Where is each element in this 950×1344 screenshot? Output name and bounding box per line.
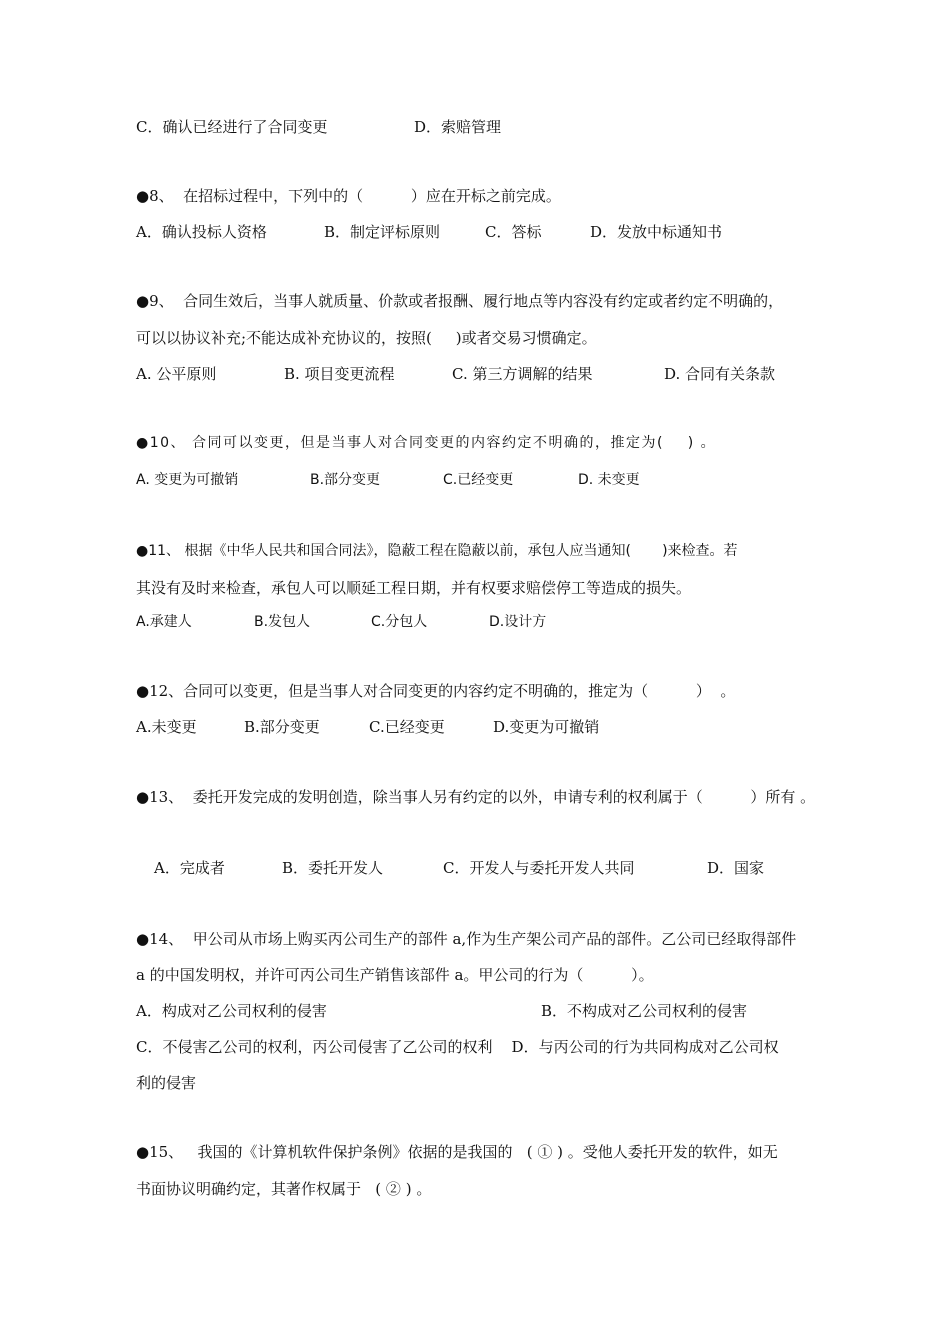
q8-option-a: A．确认投标人资格 bbox=[136, 223, 267, 241]
q12-stem: ●12、合同可以变更，但是当事人对合同变更的内容约定不明确的，推定为（ ） 。 bbox=[136, 682, 736, 700]
q13-option-d: D．国家 bbox=[707, 859, 765, 877]
q14-option-a: A．构成对乙公司权利的侵害 bbox=[136, 1002, 327, 1020]
q9-option-d: D. 合同有关条款 bbox=[664, 365, 776, 383]
q11-option-c: C.分包人 bbox=[371, 614, 428, 630]
q12-option-d: D.变更为可撤销 bbox=[493, 718, 600, 736]
q11-option-a: A.承建人 bbox=[136, 614, 192, 630]
q12-option-a: A.未变更 bbox=[136, 718, 197, 736]
q10-option-c: C.已经变更 bbox=[443, 472, 514, 488]
q10-option-b: B.部分变更 bbox=[310, 472, 381, 488]
q14-stem-line2: a 的中国发明权，并许可丙公司生产销售该部件 a。甲公司的行为（ ）。 bbox=[136, 966, 654, 984]
q13-option-b: B．委托开发人 bbox=[282, 859, 384, 877]
q13-stem: ●13、 委托开发完成的发明创造，除当事人另有约定的以外，申请专利的权利属于（ ）所有 。 bbox=[136, 788, 816, 806]
q9-option-b: B. 项目变更流程 bbox=[284, 365, 395, 383]
q8-option-b: B．制定评标原则 bbox=[324, 223, 441, 241]
q9-stem-line2: 可以以协议补充;不能达成补充协议的，按照( )或者交易习惯确定。 bbox=[136, 329, 597, 347]
q14-options-cd: C．不侵害乙公司的权利，丙公司侵害了乙公司的权利 D．与丙公司的行为共同构成对乙公司权 bbox=[136, 1038, 779, 1056]
q8-option-d: D．发放中标通知书 bbox=[590, 223, 723, 241]
q7-option-c: C．确认已经进行了合同变更 bbox=[136, 118, 328, 136]
q11-option-b: B.发包人 bbox=[254, 614, 311, 630]
q10-stem: ●10、 合同可以变更，但是当事人对合同变更的内容约定不明确的，推定为( ) 。 bbox=[136, 435, 717, 451]
q8-option-c: C．答标 bbox=[485, 223, 542, 241]
q10-option-d: D. 未变更 bbox=[578, 472, 640, 488]
q11-option-d: D.设计方 bbox=[489, 614, 547, 630]
q15-stem-line2: 书面协议明确约定，其著作权属于 ( ② ) 。 bbox=[136, 1180, 432, 1198]
q11-stem-line1: ●11、 根据《中华人民共和国合同法》，隐蔽工程在隐蔽以前，承包人应当通知( )来检查。若 bbox=[136, 543, 738, 559]
q9-option-a: A. 公平原则 bbox=[136, 365, 217, 383]
q13-option-c: C．开发人与委托开发人共同 bbox=[443, 859, 635, 877]
q11-stem-line2: 其没有及时来检查，承包人可以顺延工程日期，并有权要求赔偿停工等造成的损失。 bbox=[136, 579, 692, 597]
q12-option-b: B.部分变更 bbox=[244, 718, 320, 736]
q12-option-c: C.已经变更 bbox=[369, 718, 445, 736]
q10-option-a: A. 变更为可撤销 bbox=[136, 472, 239, 488]
q14-option-b: B．不构成对乙公司权利的侵害 bbox=[541, 1002, 748, 1020]
q9-option-c: C. 第三方调解的结果 bbox=[452, 365, 593, 383]
q14-stem-line1: ●14、 甲公司从市场上购买丙公司生产的部件 a,作为生产架公司产品的部件。乙公司已经取得部件 bbox=[136, 930, 797, 948]
q15-stem-line1: ●15、 我国的《计算机软件保护条例》依据的是我国的 ( ① ) 。受他人委托开发的软件，如无 bbox=[136, 1143, 778, 1161]
q7-option-d: D．索赔管理 bbox=[414, 118, 502, 136]
q14-options-cd-continued: 利的侵害 bbox=[136, 1074, 197, 1092]
q9-stem-line1: ●9、 合同生效后，当事人就质量、价款或者报酬、履行地点等内容没有约定或者约定不明确的， bbox=[136, 292, 784, 310]
q8-stem: ●8、 在招标过程中，下列中的（ ）应在开标之前完成。 bbox=[136, 187, 561, 205]
q13-option-a: A．完成者 bbox=[154, 859, 225, 877]
